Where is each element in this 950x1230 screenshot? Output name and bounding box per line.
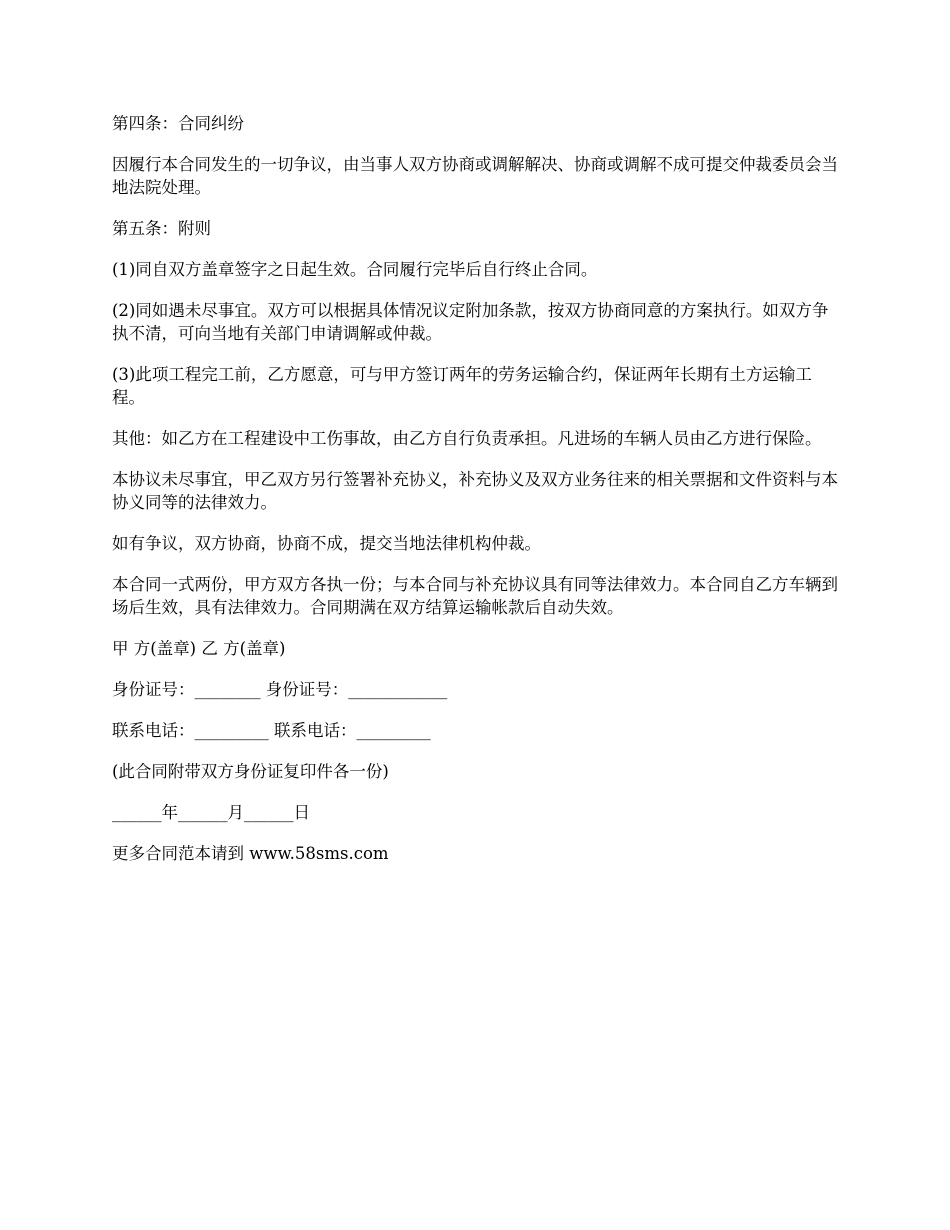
supplementary-item-2: (2)同如遇未尽事宜。双方可以根据具体情况议定附加条款，按双方协商同意的方案执行。如双方争执不清，可向当地有关部门申请调解或仲裁。 — [112, 301, 829, 343]
article-four-heading: 第四条：合同纠纷 — [112, 114, 244, 133]
article-five-heading: 第五条：附则 — [112, 219, 211, 238]
date-line: ______年______月______日 — [112, 803, 310, 822]
attachment-note: (此合同附带双方身份证复印件各一份) — [112, 762, 389, 781]
supplementary-item-1: (1)同自双方盖章签字之日起生效。合同履行完毕后自行终止合同。 — [112, 260, 598, 279]
other-clause: 其他：如乙方在工程建设中工伤事故，由乙方自行负责承担。凡进场的车辆人员由乙方进行保险。 — [112, 429, 822, 448]
arbitration-clause: 如有争议，双方协商，协商不成，提交当地法律机构仲裁。 — [112, 534, 541, 553]
party-seal-line: 甲 方(盖章) 乙 方(盖章) — [112, 639, 286, 658]
dispute-clause: 因履行本合同发生的一切争议，由当事人双方协商或调解解决、协商或调解不成可提交仲裁委员会当地法院处理。 — [112, 155, 838, 197]
footer-more-templates: 更多合同范本请到 www.58sms.com — [112, 844, 389, 863]
copies-validity-clause: 本合同一式两份，甲方双方各执一份；与本合同与补充协议具有同等法律效力。本合同自乙方车辆到场后生效，具有法律效力。合同期满在双方结算运输帐款后自动失效。 — [112, 575, 838, 617]
document-page — [112, 112, 840, 883]
phone-number-line: 联系电话：_________ 联系电话：_________ — [112, 721, 431, 740]
unresolved-matters-clause: 本协议未尽事宜，甲乙双方另行签署补充协义，补充协义及双方业务往来的相关票据和文件资料与本协义同等的法律效力。 — [112, 470, 838, 512]
id-number-line: 身份证号：________ 身份证号：____________ — [112, 680, 448, 699]
supplementary-item-3: (3)此项工程完工前，乙方愿意，可与甲方签订两年的劳务运输合约，保证两年长期有土方运输工程。 — [112, 365, 812, 407]
